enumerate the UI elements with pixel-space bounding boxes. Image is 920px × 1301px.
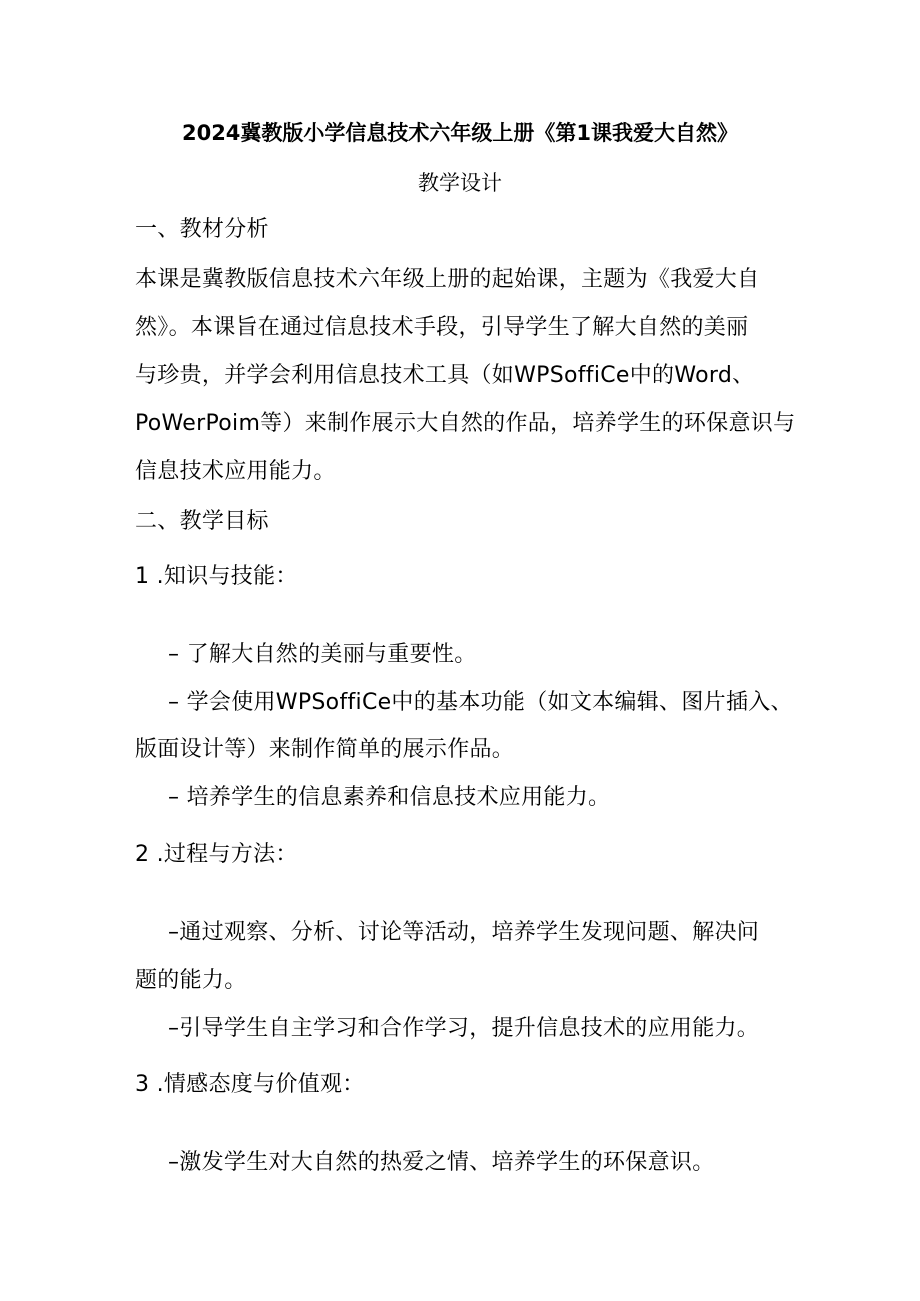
- paragraph-line: PoWerPoim等）来制作展示大自然的作品，培养学生的环保意识与: [135, 411, 796, 436]
- section-heading-analysis: 一、教材分析: [135, 217, 269, 242]
- paragraph-line: 与珍贵，并学会利用信息技术工具（如WPSoffiCe中的Word、: [135, 363, 755, 388]
- subsection-heading-emotion: 3 .情感态度与价值观：: [135, 1072, 365, 1097]
- document-subtitle: 教学设计: [418, 171, 502, 195]
- document-title: 2024冀教版小学信息技术六年级上册《第1课我爱大自然》: [181, 121, 739, 145]
- list-item: – 了解大自然的美丽与重要性。: [168, 642, 477, 667]
- list-item: – 学会使用WPSoffiCe中的基本功能（如文本编辑、图片插入、: [168, 690, 793, 715]
- list-item: –通过观察、分析、讨论等活动，培养学生发现问题、解决问: [168, 920, 760, 945]
- list-item: – 培养学生的信息素养和信息技术应用能力。: [168, 785, 611, 810]
- list-item-continuation: 版面设计等）来制作简单的展示作品。: [135, 737, 515, 762]
- subsection-heading-knowledge: 1 .知识与技能：: [135, 564, 298, 589]
- paragraph-line: 本课是冀教版信息技术六年级上册的起始课，主题为《我爱大自: [135, 267, 760, 292]
- list-item: –引导学生自主学习和合作学习，提升信息技术的应用能力。: [168, 1016, 760, 1041]
- section-heading-goals: 二、教学目标: [135, 509, 269, 534]
- list-item: –激发学生对大自然的热爱之情、培养学生的环保意识。: [168, 1150, 715, 1175]
- paragraph-line: 然》。本课旨在通过信息技术手段，引导学生了解大自然的美丽: [135, 315, 749, 340]
- subsection-heading-process: 2 .过程与方法：: [135, 842, 298, 867]
- paragraph-line: 信息技术应用能力。: [135, 459, 336, 484]
- list-item-continuation: 题的能力。: [135, 968, 247, 993]
